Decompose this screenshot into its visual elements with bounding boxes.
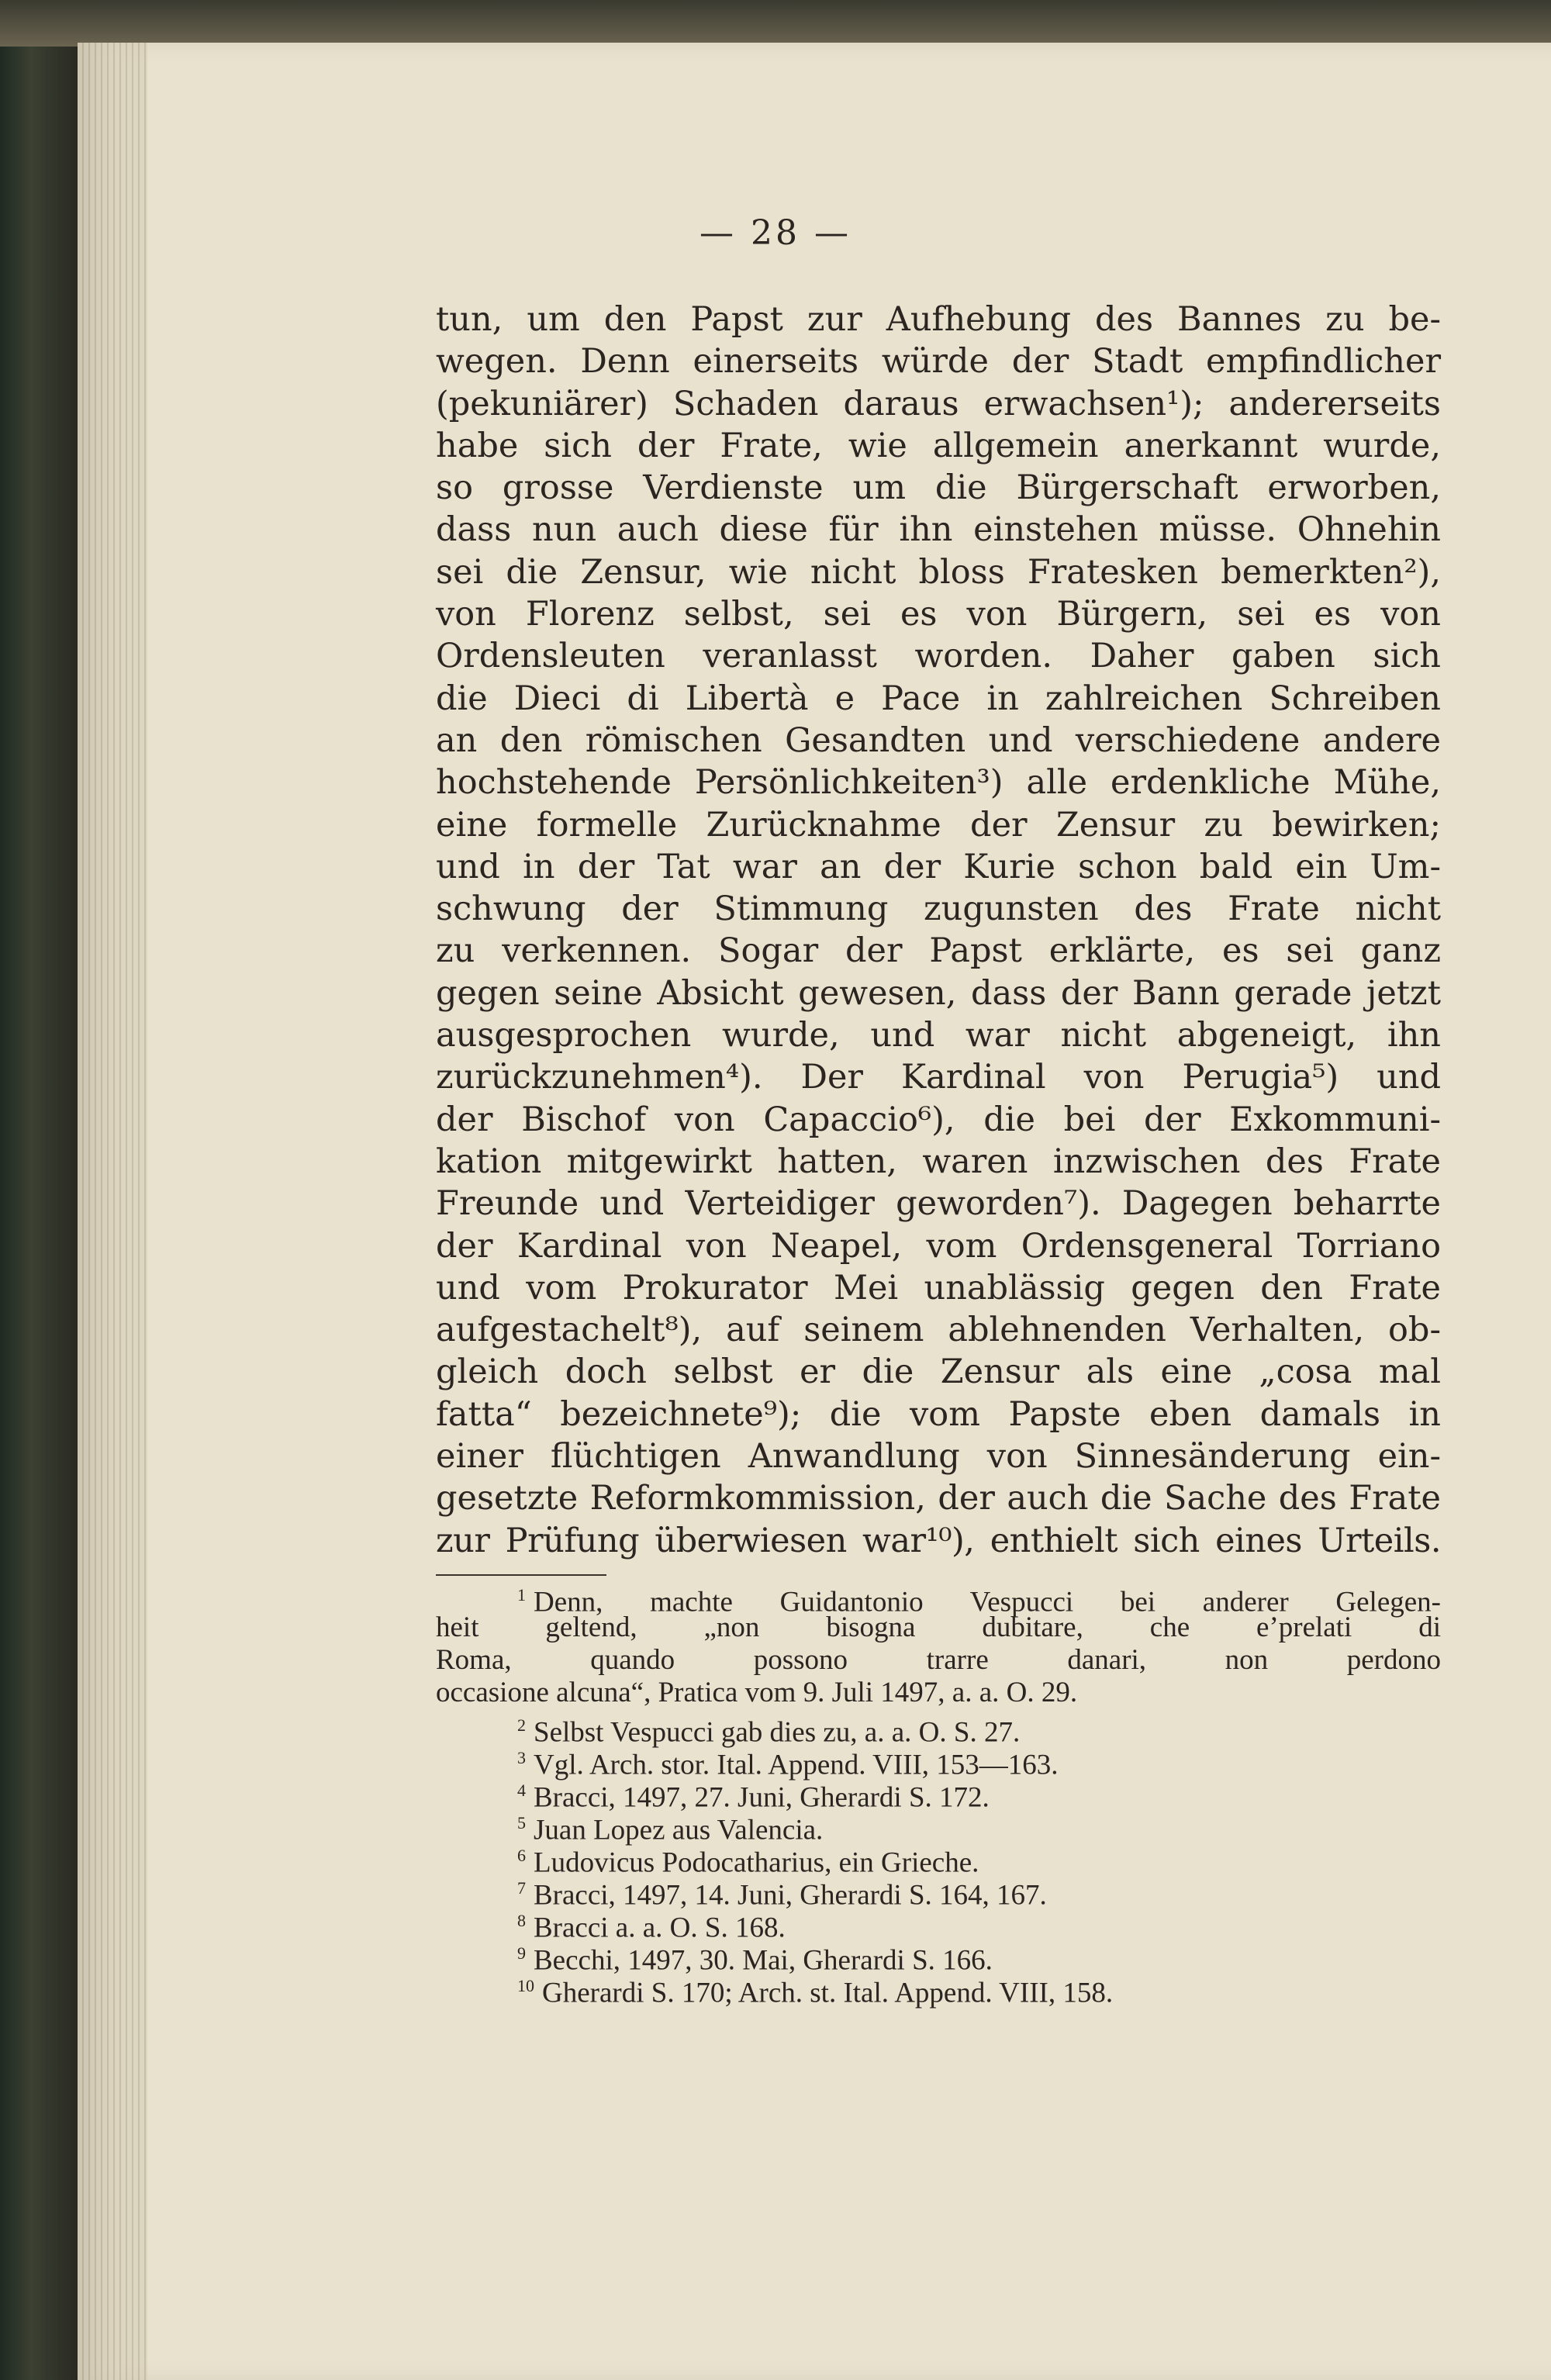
body-line xyxy=(436,888,1441,930)
body-line xyxy=(436,762,1441,803)
footnote-line xyxy=(436,1742,1441,1781)
footnote-number: 2 xyxy=(517,1715,526,1735)
footnote-text: Bracci a. a. O. S. 168. xyxy=(534,1912,786,1944)
body-line xyxy=(436,383,1441,425)
footnote-line xyxy=(436,1937,1441,1977)
page-number: — 28 — xyxy=(700,213,851,253)
body-line-text: einer flüchtigen Anwandlung von Sinnesänderung ein- xyxy=(436,1437,1441,1477)
body-line xyxy=(436,593,1441,635)
footnote-number: 5 xyxy=(517,1813,526,1832)
footnote-text: Bracci, 1497, 27. Juni, Gherardi S. 172. xyxy=(534,1781,990,1814)
footnote-number: 7 xyxy=(517,1878,526,1898)
body-line-text: sei die Zensur, wie nicht bloss Fratesken bemerkten²), xyxy=(436,552,1441,592)
footnote-line xyxy=(436,1644,1441,1677)
body-line-text: fatta“ bezeichnete⁹); die vom Papste eben damals in xyxy=(436,1394,1441,1434)
book-top-edge xyxy=(0,0,1551,47)
body-line xyxy=(436,972,1441,1014)
body-line-text: Ordensleuten veranlasst worden. Daher gaben sich xyxy=(436,637,1441,676)
body-line xyxy=(436,1520,1441,1562)
body-line xyxy=(436,299,1441,340)
body-line-text: gesetzte Reformkommission, der auch die Sache des Frate xyxy=(436,1479,1441,1518)
footnote-text: heit geltend, „non bisogna dubitare, che e’prelati di xyxy=(436,1611,1441,1643)
body-line-text: schwung der Stimmung zugunsten des Frate nicht xyxy=(436,889,1441,929)
body-line-text: dass nun auch diese für ihn einstehen müsse. Ohnehin xyxy=(436,510,1441,550)
footnote-line xyxy=(436,1677,1441,1709)
body-line xyxy=(436,1435,1441,1477)
body-line-text: Freunde und Verteidiger geworden⁷). Dagegen beharrte xyxy=(436,1184,1441,1224)
body-line xyxy=(436,1099,1441,1141)
footnote-text: Roma, quando possono trarre danari, non perdono xyxy=(436,1644,1441,1676)
footnote-text: Vgl. Arch. stor. Ital. Append. VIII, 153—163. xyxy=(534,1749,1059,1781)
body-line xyxy=(436,509,1441,551)
footnote-text: Ludovicus Podocatharius, ein Grieche. xyxy=(534,1846,979,1879)
body-line xyxy=(436,678,1441,720)
footnote-number: 1 xyxy=(517,1585,526,1605)
body-line-text: zu verkennen. Sogar der Papst erklärte, es sei ganz xyxy=(436,931,1441,971)
footnote-line xyxy=(436,1709,1441,1749)
footnote-text: Gherardi S. 170; Arch. st. Ital. Append. VIII, 158. xyxy=(542,1977,1114,2009)
body-line-text: zur Prüfung überwiesen war¹⁰), enthielt sich eines Urteils. xyxy=(436,1521,1441,1560)
footnote-line xyxy=(436,1872,1441,1912)
body-line xyxy=(436,1267,1441,1309)
body-line-text: der Bischof von Capaccio⁶), die bei der Exkommuni- xyxy=(436,1100,1441,1139)
body-line-text: gleich doch selbst er die Zensur als eine „cosa mal xyxy=(436,1352,1441,1392)
body-text xyxy=(436,299,1441,1562)
footnote-number: 4 xyxy=(517,1781,526,1800)
body-line-text: tun, um den Papst zur Aufhebung des Bannes zu be- xyxy=(436,300,1441,339)
footnote-line xyxy=(436,1839,1441,1879)
body-line xyxy=(436,635,1441,677)
footnote-line xyxy=(436,1611,1441,1644)
body-line-text: so grosse Verdienste um die Bürgerschaft erworben, xyxy=(436,468,1441,508)
footnote-text: occasione alcuna“, Pratica vom 9. Juli 1497, a. a. O. 29. xyxy=(436,1677,1078,1708)
footnote-text: Selbst Vespucci gab dies zu, a. a. O. S. 27. xyxy=(534,1716,1021,1749)
footnote-line xyxy=(436,1579,1441,1618)
footnote-number: 6 xyxy=(517,1846,526,1865)
footnote-text: Bracci, 1497, 14. Juni, Gherardi S. 164, 167. xyxy=(534,1879,1047,1912)
body-line-text: zurückzunehmen⁴). Der Kardinal von Perugia⁵) und xyxy=(436,1058,1441,1097)
body-line xyxy=(436,1225,1441,1267)
footnote-line xyxy=(436,1970,1441,2009)
footnote-separator xyxy=(436,1574,606,1576)
book-binding-edge xyxy=(0,0,78,2380)
body-line xyxy=(436,1014,1441,1056)
body-line xyxy=(436,930,1441,972)
footnote-number: 3 xyxy=(517,1748,526,1767)
footnote-number: 8 xyxy=(517,1911,526,1930)
body-line xyxy=(436,1351,1441,1393)
body-line xyxy=(436,1183,1441,1225)
body-line xyxy=(436,1477,1441,1519)
page-leaves-edge xyxy=(78,43,147,2380)
footnote-text: Juan Lopez aus Valencia. xyxy=(534,1814,824,1846)
footnote-line xyxy=(436,1774,1441,1814)
body-line-text: an den römischen Gesandten und verschiedene andere xyxy=(436,720,1441,760)
body-line-text: eine formelle Zurücknahme der Zensur zu bewirken; xyxy=(436,805,1441,845)
body-line-text: (pekuniärer) Schaden daraus erwachsen¹); andererseits xyxy=(436,384,1441,423)
body-line-text: wegen. Denn einerseits würde der Stadt empfindlicher xyxy=(436,342,1441,382)
body-line-text: ausgesprochen wurde, und war nicht abgeneigt, ihn xyxy=(436,1016,1441,1055)
body-line xyxy=(436,804,1441,846)
body-line xyxy=(436,551,1441,593)
body-line xyxy=(436,1309,1441,1351)
footnote-number: 10 xyxy=(517,1976,534,1995)
body-line-text: der Kardinal von Neapel, vom Ordensgeneral Torriano xyxy=(436,1226,1441,1266)
footnote-number: 9 xyxy=(517,1943,526,1963)
body-line-text: von Florenz selbst, sei es von Bürgern, sei es von xyxy=(436,595,1441,634)
body-line-text: die Dieci di Libertà e Pace in zahlreichen Schreiben xyxy=(436,679,1441,718)
body-line xyxy=(436,467,1441,509)
body-line xyxy=(436,1394,1441,1435)
body-line-text: hochstehende Persönlichkeiten³) alle erdenkliche Mühe, xyxy=(436,763,1441,803)
body-line-text: habe sich der Frate, wie allgemein anerkannt wurde, xyxy=(436,426,1441,465)
body-line xyxy=(436,720,1441,762)
body-line xyxy=(436,340,1441,382)
footnotes xyxy=(436,1579,1441,2009)
footnote-text: Becchi, 1497, 30. Mai, Gherardi S. 166. xyxy=(534,1944,993,1977)
body-line xyxy=(436,1056,1441,1098)
body-line xyxy=(436,425,1441,467)
body-line xyxy=(436,1141,1441,1183)
body-line-text: aufgestachelt⁸), auf seinem ablehnenden Verhalten, ob- xyxy=(436,1311,1441,1350)
body-line-text: und vom Prokurator Mei unablässig gegen den Frate xyxy=(436,1268,1441,1307)
body-line-text: gegen seine Absicht gewesen, dass der Bann gerade jetzt xyxy=(436,973,1441,1013)
body-line xyxy=(436,846,1441,888)
body-line-text: und in der Tat war an der Kurie schon bald ein Um- xyxy=(436,847,1441,886)
footnote-text: Denn, machte Guidantonio Vespucci bei anderer Gelegen- xyxy=(534,1586,1441,1618)
body-line-text: kation mitgewirkt hatten, waren inzwischen des Frate xyxy=(436,1142,1441,1181)
